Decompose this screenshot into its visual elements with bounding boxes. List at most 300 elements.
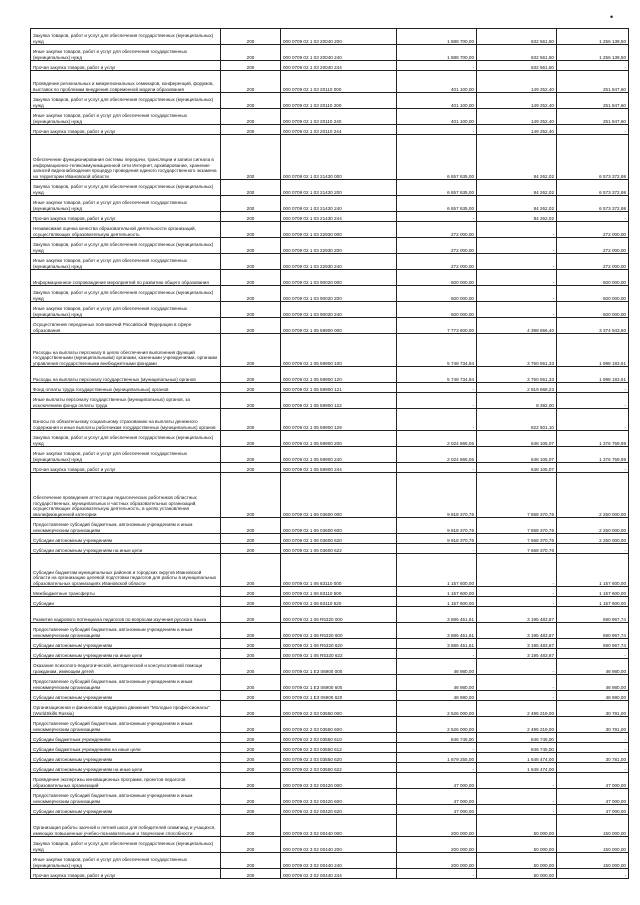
unexecuted-amount: 30 781,00 [557,717,629,733]
unexecuted-amount: 48 980,00 [557,675,629,691]
line-code: 200 [221,675,281,691]
executed-amount: 3 195 483,87 [477,623,557,639]
unexecuted-amount: - [557,212,629,222]
item-name: Субсидии бюджетным учреждениям [31,733,221,743]
approved-amount: - [397,409,477,431]
budget-code: 000 0709 02 3 02 00440 240 [281,853,397,869]
approved-amount: 9 918 370,76 [397,534,477,544]
unexecuted-amount: 2 250 000,00 [557,534,629,544]
approved-amount: - [397,125,477,135]
line-code: 200 [221,270,281,286]
line-code: 200 [221,222,281,238]
unexecuted-amount: 500 000,00 [557,270,629,286]
line-code: 200 [221,789,281,805]
item-name: Обеспечение проведения аттестации педагогических работников областных государственных, муниципальных и частных образовательных организаций, осуществляющих образовательную деятельность, в целях установления квалификационной категории [31,473,221,518]
approved-amount: 2 526 000,00 [397,701,477,717]
item-name: Предоставление субсидий бюджетным, автономным учреждениям и иным некоммерческим организациям [31,623,221,639]
approved-amount: 3 886 451,61 [397,639,477,649]
executed-amount: 7 668 370,76 [477,544,557,554]
line-code: 200 [221,302,281,318]
approved-amount: 48 980,00 [397,675,477,691]
executed-amount: - [477,222,557,238]
executed-amount: - [477,587,557,597]
approved-amount: 47 000,00 [397,773,477,789]
item-name: Независимая оценка качества образовательной деятельности организаций, осуществляющих образовательную деятельность [31,222,221,238]
unexecuted-amount: 1 376 759,99 [557,431,629,447]
table-row [31,733,629,743]
table-row [31,270,629,286]
table-row [31,837,629,853]
item-name: Субсидии автономным учреждениям [31,805,221,815]
item-name: Предоставление субсидий бюджетным, автономным учреждениям и иным некоммерческим организациям [31,717,221,733]
budget-code: 000 0709 02 2 03 03550 612 [281,743,397,753]
unexecuted-amount: 251 847,60 [557,93,629,109]
executed-amount: - [477,805,557,815]
line-code: 200 [221,125,281,135]
budget-code: 000 0709 02 3 02 00440 244 [281,869,397,879]
item-name: Прочая закупка товаров, работ и услуг [31,463,221,473]
line-code: 200 [221,659,281,675]
item-name: Расходы на выплаты персоналу в целях обеспечения выполнения функций государственными (муниципальными) органами, казенными учреждениями, органами управления государственными внебюджетными фондами [31,334,221,367]
item-name: Организация работы заочной и летней школ для победителей олимпиад и учащихся, имеющих повышенные учебно-познавательные и творческие способности [31,815,221,837]
budget-code: 000 0709 02 1 E3 06900 620 [281,691,397,701]
executed-amount: 648 105,07 [477,463,557,473]
budget-code: 000 0709 02 1 03 90020 000 [281,270,397,286]
budget-code: 000 0709 02 1 05 59900 240 [281,447,397,463]
executed-amount: 3 195 483,87 [477,639,557,649]
unexecuted-amount: 1 376 759,99 [557,447,629,463]
line-code: 200 [221,45,281,61]
line-code: 200 [221,554,281,587]
approved-amount: 401 100,00 [397,71,477,93]
table-row [31,639,629,649]
table-row [31,815,629,837]
unexecuted-amount: - [557,649,629,659]
item-name: Субсидии автономным учреждениям [31,691,221,701]
budget-code: 000 0709 02 1 03 20110 000 [281,71,397,93]
line-code: 200 [221,518,281,534]
table-row [31,544,629,554]
item-name: Проведение экспертизы инновационных программ, проектов педагогов образовательных организаций [31,773,221,789]
executed-amount: 1 648 474,00 [477,763,557,773]
executed-amount: - [477,238,557,254]
budget-code: 000 0709 02 1 06 03600 600 [281,518,397,534]
executed-amount: 2 495 219,00 [477,701,557,717]
item-name: Предоставление субсидий бюджетным, автономным учреждениям и иным некоммерческим организациям [31,789,221,805]
line-code: 200 [221,763,281,773]
approved-amount: 500 000,00 [397,286,477,302]
page-mark: • [610,12,614,22]
table-row [31,45,629,61]
unexecuted-amount: - [557,763,629,773]
budget-code: 000 0709 02 1 E3 06900 000 [281,659,397,675]
item-name: Прочая закупка товаров, работ и услуг [31,125,221,135]
approved-amount: 2 526 000,00 [397,717,477,733]
budget-code: 000 0709 02 2 03 03550 600 [281,717,397,733]
executed-amount: 149 252,40 [477,109,557,125]
item-name: Фонд оплаты труда государственных (муниципальных) органов [31,383,221,393]
budget-code: 000 0709 02 1 03 22930 000 [281,222,397,238]
executed-amount: 149 252,40 [477,71,557,93]
line-code: 200 [221,383,281,393]
table-row [31,409,629,431]
unexecuted-amount: 690 967,74 [557,639,629,649]
item-name: Субсидии автономным учреждениям на иные цели [31,544,221,554]
approved-amount: 401 100,00 [397,93,477,109]
budget-table [30,28,629,879]
item-name: Субсидии бюджетам муниципальных районов и городских округов Ивановской области на организацию целевой подготовки педагогов для работы в муниципальных образовательных организациях Ивановской области [31,554,221,587]
approved-amount: 1 888 700,00 [397,45,477,61]
line-code: 200 [221,743,281,753]
approved-amount: 7 773 600,00 [397,318,477,334]
executed-amount: 84 262,02 [477,135,557,180]
line-code: 200 [221,733,281,743]
table-row [31,393,629,409]
unexecuted-amount: 500 000,00 [557,286,629,302]
approved-amount: - [397,61,477,71]
budget-code: 000 0709 02 1 05 59900 120 [281,367,397,383]
approved-amount: 1 157 600,00 [397,597,477,607]
line-code: 200 [221,409,281,431]
budget-code: 000 0709 02 1 06 R5320 620 [281,639,397,649]
budget-code: 000 0709 02 1 05 59900 000 [281,318,397,334]
budget-code: 000 0709 02 1 E3 06900 600 [281,675,397,691]
line-code: 200 [221,597,281,607]
line-code: 200 [221,869,281,879]
approved-amount: 2 024 865,06 [397,447,477,463]
table-row [31,29,629,45]
table-row [31,753,629,763]
item-name: Прочая закупка товаров, работ и услуг [31,869,221,879]
item-name: Иные закупки товаров, работ и услуг для обеспечения государственных (муниципальных) нужд [31,447,221,463]
table-row [31,763,629,773]
line-code: 200 [221,196,281,212]
budget-code: 000 0709 02 2 03 03550 622 [281,763,397,773]
item-name: Развитие кадрового потенциала педагогов по вопросам изучения русского языка [31,607,221,623]
line-code: 200 [221,431,281,447]
unexecuted-amount: 47 000,00 [557,805,629,815]
item-name: Иные закупки товаров, работ и услуг для обеспечения государственных (муниципальных) нужд [31,302,221,318]
executed-amount: 648 105,07 [477,431,557,447]
table-row [31,463,629,473]
table-row [31,109,629,125]
table-row [31,623,629,639]
item-name: Информационное сопровождение мероприятий по развитию общего образования [31,270,221,286]
approved-amount: - [397,869,477,879]
line-code: 200 [221,93,281,109]
executed-amount: 50 000,00 [477,853,557,869]
budget-code: 000 0709 02 1 05 59900 100 [281,334,397,367]
item-name: Субсидии [31,597,221,607]
table-row [31,334,629,367]
unexecuted-amount: - [557,743,629,753]
budget-code: 000 0709 02 1 03 20110 240 [281,109,397,125]
budget-code: 000 0709 02 1 03 22930 240 [281,254,397,270]
table-row [31,61,629,71]
table-row [31,597,629,607]
line-code: 200 [221,367,281,383]
item-name: Закупка товаров, работ и услуг для обеспечения государственных (муниципальных) нужд [31,431,221,447]
executed-amount: - [477,659,557,675]
approved-amount: 9 918 370,76 [397,518,477,534]
table-row [31,473,629,518]
table-row [31,534,629,544]
table-row [31,71,629,93]
item-name: Субсидии автономным учреждениям на иные цели [31,763,221,773]
item-name: Оказание психолого-педагогической, методической и консультативной помощи гражданам, имеющим детей [31,659,221,675]
unexecuted-amount: 690 967,74 [557,607,629,623]
budget-code: 000 0709 02 1 03 20040 244 [281,61,397,71]
line-code: 200 [221,534,281,544]
unexecuted-amount: 272 000,00 [557,254,629,270]
executed-amount: - [477,302,557,318]
budget-code: 000 0709 02 3 02 00420 000 [281,773,397,789]
table-row [31,587,629,597]
executed-amount: - [477,675,557,691]
unexecuted-amount: 272 000,00 [557,238,629,254]
budget-code: 000 0709 02 2 03 03550 620 [281,753,397,763]
table-row [31,135,629,180]
budget-code: 000 0709 02 1 06 83110 000 [281,554,397,587]
approved-amount: 48 980,00 [397,659,477,675]
executed-amount: - [477,597,557,607]
approved-amount: 3 886 451,61 [397,607,477,623]
budget-code: 000 0709 02 1 06 03600 620 [281,534,397,544]
budget-code: 000 0709 02 1 03 90020 240 [281,302,397,318]
item-name: Проведение региональных и межрегиональных семинаров, конференций, форумов, выставок по проблемам внедрения современной модели образования [31,71,221,93]
budget-code: 000 0709 02 1 06 R5320 000 [281,607,397,623]
item-name: Обеспечение функционирования системы передачи, трансляции и записи сигнала в информационно-телекоммуникационной сети Интернет, архивирование, хранение записей видеонаблюдения процедур проведения единого государственного экзамена на территории Ивановской области [31,135,221,180]
unexecuted-amount: 690 967,74 [557,623,629,639]
item-name: Межбюджетные трансферты [31,587,221,597]
budget-code: 000 0709 02 1 05 59900 121 [281,383,397,393]
table-row [31,869,629,879]
item-name: Иные закупки товаров, работ и услуг для обеспечения государственных (муниципальных) нужд [31,45,221,61]
line-code: 200 [221,837,281,853]
executed-amount: 2 919 668,23 [477,383,557,393]
table-row [31,180,629,196]
unexecuted-amount: 251 847,60 [557,109,629,125]
unexecuted-amount: 1 157 600,00 [557,587,629,597]
executed-amount: 632 561,50 [477,61,557,71]
executed-amount: - [477,691,557,701]
unexecuted-amount: 2 250 000,00 [557,473,629,518]
budget-code: 000 0709 02 1 05 59900 122 [281,393,397,409]
line-code: 200 [221,334,281,367]
line-code: 200 [221,238,281,254]
budget-code: 000 0709 02 1 03 20110 200 [281,93,397,109]
unexecuted-amount: 47 000,00 [557,773,629,789]
item-name: Субсидии автономным учреждениям [31,753,221,763]
item-name: Взносы по обязательному социальному страхованию на выплаты денежного содержания и иные выплаты работникам государственных (муниципальных) органов [31,409,221,431]
executed-amount: 3 195 483,87 [477,649,557,659]
item-name: Иные закупки товаров, работ и услуг для обеспечения государственных (муниципальных) нужд [31,254,221,270]
approved-amount: 272 000,00 [397,222,477,238]
budget-code: 000 0709 02 3 02 00440 000 [281,815,397,837]
table-row [31,431,629,447]
table-row [31,302,629,318]
table-row [31,367,629,383]
executed-amount: - [477,286,557,302]
budget-code: 000 0709 02 1 06 R5320 600 [281,623,397,639]
budget-code: 000 0709 02 1 03 21430 000 [281,135,397,180]
executed-amount: 7 668 370,76 [477,534,557,544]
line-code: 200 [221,212,281,222]
line-code: 200 [221,753,281,763]
line-code: 200 [221,447,281,463]
budget-code: 000 0709 02 2 03 03550 000 [281,701,397,717]
line-code: 200 [221,815,281,837]
unexecuted-amount: 1 157 600,00 [557,554,629,587]
table-row [31,773,629,789]
unexecuted-amount: - [557,733,629,743]
budget-code: 000 0709 02 1 06 83110 520 [281,597,397,607]
unexecuted-amount: 1 256 138,50 [557,45,629,61]
executed-amount: 84 262,02 [477,212,557,222]
item-name: Субсидии автономным учреждениям [31,639,221,649]
unexecuted-amount: 150 000,00 [557,815,629,837]
executed-amount: - [477,254,557,270]
table-row [31,717,629,733]
table-row [31,675,629,691]
approved-amount: - [397,383,477,393]
table-row [31,518,629,534]
approved-amount: 5 748 734,94 [397,367,477,383]
item-name: Прочая закупка товаров, работ и услуг [31,61,221,71]
approved-amount: 500 000,00 [397,270,477,286]
unexecuted-amount: 48 980,00 [557,659,629,675]
budget-code: 000 0709 02 1 03 21430 240 [281,196,397,212]
budget-code: 000 0709 02 1 03 20110 244 [281,125,397,135]
line-code: 200 [221,544,281,554]
approved-amount: 6 657 635,00 [397,196,477,212]
executed-amount: 632 561,50 [477,29,557,45]
budget-code: 000 0709 02 1 03 90020 200 [281,286,397,302]
budget-code: 000 0709 02 1 06 R5320 622 [281,649,397,659]
item-name: Закупка товаров, работ и услуг для обеспечения государственных (муниципальных) нужд [31,286,221,302]
table-row [31,318,629,334]
item-name: Иные закупки товаров, работ и услуг для обеспечения государственных (муниципальных) нужд [31,109,221,125]
item-name: Прочая закупка товаров, работ и услуг [31,212,221,222]
executed-amount: 7 668 370,76 [477,518,557,534]
executed-amount: 822 501,10 [477,409,557,431]
approved-amount: - [397,212,477,222]
line-code: 200 [221,649,281,659]
table-row [31,212,629,222]
budget-code: 000 0709 02 1 05 59900 129 [281,409,397,431]
unexecuted-amount: 1 998 183,61 [557,367,629,383]
line-code: 200 [221,805,281,815]
line-code: 200 [221,254,281,270]
line-code: 200 [221,463,281,473]
unexecuted-amount: 272 000,00 [557,222,629,238]
approved-amount: - [397,544,477,554]
approved-amount: 1 157 600,00 [397,554,477,587]
unexecuted-amount: 251 847,60 [557,71,629,93]
table-row [31,196,629,212]
budget-code: 000 0709 02 3 02 00420 600 [281,789,397,805]
table-row [31,554,629,587]
budget-code: 000 0709 02 1 03 21430 244 [281,212,397,222]
unexecuted-amount: 30 781,00 [557,753,629,763]
line-code: 200 [221,607,281,623]
unexecuted-amount: 30 781,00 [557,701,629,717]
budget-code: 000 0709 02 1 06 03600 622 [281,544,397,554]
line-code: 200 [221,639,281,649]
item-name: Субсидии автономным учреждениям [31,534,221,544]
line-code: 200 [221,29,281,45]
table-row [31,853,629,869]
approved-amount: 500 000,00 [397,302,477,318]
table-row [31,701,629,717]
executed-amount: 4 398 656,40 [477,318,557,334]
item-name: Закупка товаров, работ и услуг для обеспечения государственных (муниципальных) нужд [31,238,221,254]
approved-amount: 272 000,00 [397,238,477,254]
approved-amount: 200 000,00 [397,853,477,869]
item-name: Закупка товаров, работ и услуг для обеспечения государственных (муниципальных) нужд [31,180,221,196]
item-name: Иные выплаты персоналу государственных (муниципальных) органов, за исключением фонда оплаты труда [31,393,221,409]
line-code: 200 [221,623,281,639]
table-row [31,607,629,623]
line-code: 200 [221,691,281,701]
approved-amount: 5 748 734,94 [397,334,477,367]
item-name: Организационная и финансовая поддержка движения "Молодые профессионалы" (WorldSkills Russia) [31,701,221,717]
executed-amount: 3 750 551,33 [477,367,557,383]
item-name: Предоставление субсидий бюджетным, автономным учреждениям и иным некоммерческим организациям [31,518,221,534]
item-name: Иные закупки товаров, работ и услуг для обеспечения государственных (муниципальных) нужд [31,853,221,869]
budget-code: 000 0709 02 1 03 21430 200 [281,180,397,196]
approved-amount: 200 000,00 [397,815,477,837]
approved-amount: 47 000,00 [397,789,477,805]
executed-amount: 50 000,00 [477,815,557,837]
unexecuted-amount: 6 573 372,98 [557,196,629,212]
budget-code: 000 0709 02 1 03 20040 240 [281,45,397,61]
line-code: 200 [221,587,281,597]
unexecuted-amount: - [557,125,629,135]
unexecuted-amount: - [557,869,629,879]
executed-amount: 632 561,50 [477,45,557,61]
approved-amount: 1 888 700,00 [397,29,477,45]
table-row [31,805,629,815]
executed-amount: 1 648 474,00 [477,753,557,763]
executed-amount: 648 105,07 [477,447,557,463]
executed-amount: 84 262,02 [477,180,557,196]
executed-amount: 3 750 551,33 [477,334,557,367]
approved-amount: - [397,743,477,753]
table-row [31,383,629,393]
item-name: Осуществление переданных полномочий Российской Федерации в сфере образования [31,318,221,334]
budget-code: 000 0709 02 1 06 83110 500 [281,587,397,597]
table-row [31,222,629,238]
budget-code: 000 0709 02 1 06 03600 000 [281,473,397,518]
line-code: 200 [221,318,281,334]
unexecuted-amount: 150 000,00 [557,837,629,853]
item-name: Предоставление субсидий бюджетным, автономным учреждениям и иным некоммерческим организациям [31,675,221,691]
executed-amount: 8 382,00 [477,393,557,409]
line-code: 200 [221,180,281,196]
executed-amount: 50 000,00 [477,869,557,879]
table-row [31,789,629,805]
unexecuted-amount: 500 000,00 [557,302,629,318]
approved-amount: 1 679 255,00 [397,753,477,763]
executed-amount: 7 668 370,76 [477,473,557,518]
approved-amount: 200 000,00 [397,837,477,853]
executed-amount: 846 745,00 [477,743,557,753]
unexecuted-amount: 48 980,00 [557,691,629,701]
approved-amount: - [397,463,477,473]
unexecuted-amount: 6 573 372,98 [557,135,629,180]
line-code: 200 [221,473,281,518]
